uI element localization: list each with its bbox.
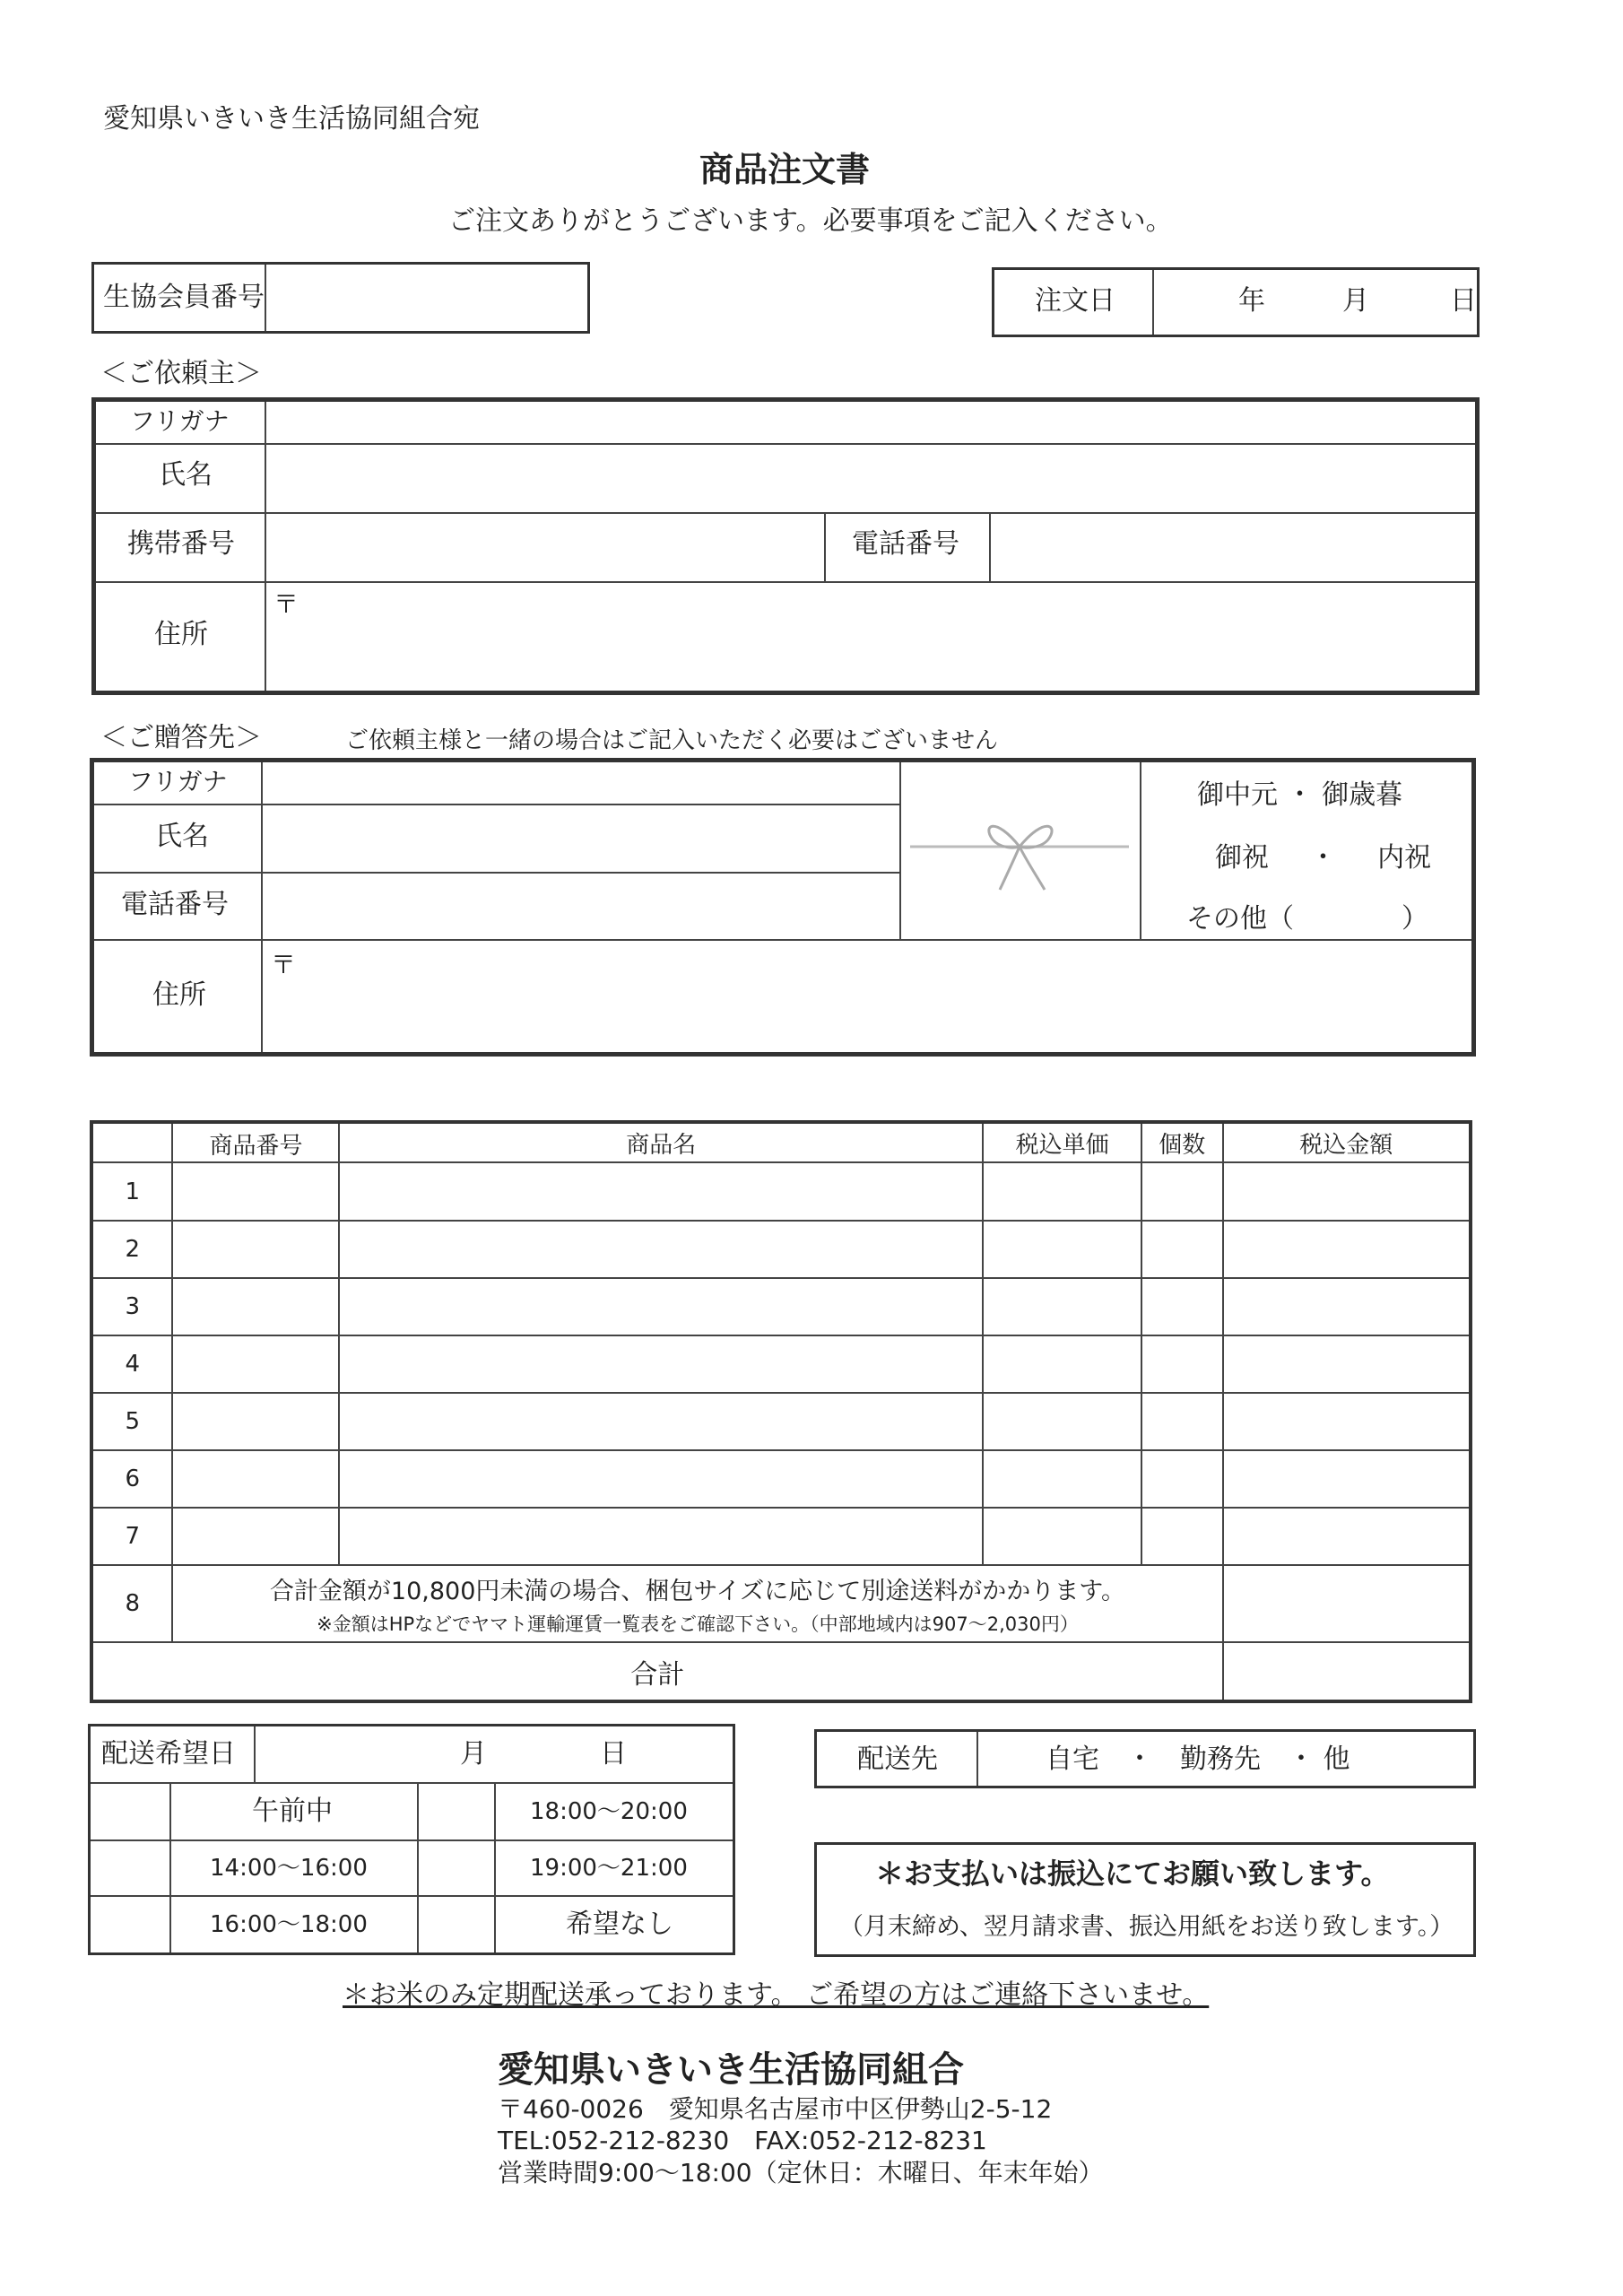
product-name-cell[interactable] — [339, 1335, 983, 1393]
company-hours: 営業時間9:00〜18:00（定休日：木曜日、年末年始） — [498, 2158, 1104, 2187]
recipient-note: ご依頼主様と一緒の場合はご記入いただく必要はございません — [345, 727, 999, 754]
recipient-phone-field[interactable] — [263, 874, 898, 939]
order-date-day: 日 — [1450, 285, 1477, 317]
amount-cell[interactable] — [1223, 1565, 1471, 1642]
total-amount-cell[interactable] — [1223, 1642, 1471, 1701]
requester-table — [91, 397, 1480, 695]
recipient-heading: ＜ご贈答先＞ — [100, 722, 262, 753]
requester-name-field[interactable] — [266, 445, 1475, 512]
slot-none-label: 希望なし — [566, 1909, 673, 1940]
total-row — [91, 1642, 1471, 1701]
amount-cell[interactable] — [1223, 1393, 1471, 1450]
recipient-postal-mark: 〒 — [271, 950, 297, 979]
slot-16-18-label: 16:00〜18:00 — [210, 1911, 368, 1938]
recipient-furigana-label: フリガナ — [128, 767, 228, 796]
recipient-furigana-field[interactable] — [263, 762, 898, 804]
slot-checkbox-am[interactable] — [91, 1784, 168, 1839]
requester-furigana-field[interactable] — [266, 402, 1475, 443]
amount-cell[interactable] — [1223, 1221, 1471, 1278]
company-tel-fax: TEL:052-212-8230 FAX:052-212-8231 — [498, 2126, 987, 2155]
slot-18-20-label: 18:00〜20:00 — [530, 1798, 688, 1825]
noshi-option-1[interactable]: 御中元 ・ 御歳暮 — [1197, 779, 1403, 811]
quantity-cell[interactable] — [1141, 1450, 1222, 1508]
product-no-cell[interactable] — [172, 1508, 339, 1565]
header-product-name: 商品名 — [339, 1122, 983, 1162]
recipient-address-field[interactable] — [263, 941, 1471, 1052]
slot-checkbox-14-16[interactable] — [91, 1841, 168, 1895]
payment-box — [814, 1842, 1476, 1957]
destination-options[interactable]: 自宅 ・ 勤務先 ・ 他 — [1046, 1744, 1350, 1775]
payment-main: ＊お支払いは振込にてお願い致します。 — [875, 1857, 1390, 1891]
table-row — [91, 1335, 1471, 1393]
product-no-cell[interactable] — [172, 1278, 339, 1335]
product-name-cell[interactable] — [339, 1393, 983, 1450]
amount-cell[interactable] — [1223, 1162, 1471, 1221]
row-number: 1 — [91, 1162, 172, 1221]
product-name-cell[interactable] — [339, 1278, 983, 1335]
recipient-name-field[interactable] — [263, 805, 898, 872]
product-name-cell[interactable] — [339, 1162, 983, 1221]
order-date-box — [992, 267, 1480, 337]
delivery-table — [88, 1724, 735, 1955]
recipient-table — [90, 758, 1476, 1057]
unit-price-cell[interactable] — [983, 1278, 1141, 1335]
quantity-cell[interactable] — [1141, 1393, 1222, 1450]
product-no-cell[interactable] — [172, 1450, 339, 1508]
product-no-cell[interactable] — [172, 1162, 339, 1221]
requester-postal-mark: 〒 — [273, 589, 299, 619]
recipient-phone-label: 電話番号 — [121, 889, 229, 920]
requester-address-field[interactable] — [266, 583, 1475, 691]
quantity-cell[interactable] — [1141, 1508, 1222, 1565]
product-no-cell[interactable] — [172, 1221, 339, 1278]
unit-price-cell[interactable] — [983, 1508, 1141, 1565]
addressee: 愛知県いきいき生活協同組合宛 — [103, 103, 480, 135]
table-row — [91, 1450, 1471, 1508]
shipping-subnote: ※金額はHPなどでヤマト運輸運賃一覧表をご確認下さい。（中部地域内は907〜2,030円） — [317, 1613, 1079, 1635]
member-number-field[interactable] — [268, 265, 587, 331]
delivery-day: 日 — [600, 1738, 627, 1770]
slot-checkbox-none[interactable] — [419, 1897, 494, 1952]
order-date-field[interactable] — [1156, 270, 1477, 335]
slot-am-label: 午前中 — [252, 1796, 333, 1827]
table-row — [91, 1162, 1471, 1221]
slot-14-16-label: 14:00〜16:00 — [210, 1855, 368, 1882]
items-table — [90, 1120, 1472, 1703]
product-no-cell[interactable] — [172, 1393, 339, 1450]
quantity-cell[interactable] — [1141, 1221, 1222, 1278]
destination-box — [814, 1729, 1476, 1788]
quantity-cell[interactable] — [1141, 1335, 1222, 1393]
amount-cell[interactable] — [1223, 1335, 1471, 1393]
row-number: 4 — [91, 1335, 172, 1393]
company-address: 〒460-0026 愛知県名古屋市中区伊勢山2-5-12 — [498, 2094, 1053, 2124]
destination-label: 配送先 — [857, 1744, 938, 1775]
amount-cell[interactable] — [1223, 1278, 1471, 1335]
order-date-month: 月 — [1342, 285, 1369, 317]
product-name-cell[interactable] — [339, 1450, 983, 1508]
slot-checkbox-19-21[interactable] — [419, 1841, 494, 1895]
noshi-ribbon-icon — [910, 807, 1129, 897]
header-unit-price: 税込単価 — [983, 1122, 1141, 1162]
table-row — [91, 1565, 1471, 1642]
payment-sub: （月末締め、翌月請求書、振込用紙をお送り致します。） — [839, 1913, 1454, 1941]
unit-price-cell[interactable] — [983, 1393, 1141, 1450]
slot-checkbox-16-18[interactable] — [91, 1897, 168, 1952]
page-title: 商品注文書 — [699, 150, 871, 189]
delivery-date-label: 配送希望日 — [101, 1738, 236, 1770]
row-number: 7 — [91, 1508, 172, 1565]
amount-cell[interactable] — [1223, 1508, 1471, 1565]
requester-mobile-label: 携帯番号 — [127, 528, 235, 560]
header-quantity: 個数 — [1141, 1122, 1222, 1162]
row-number: 2 — [91, 1221, 172, 1278]
quantity-cell[interactable] — [1141, 1162, 1222, 1221]
product-name-cell[interactable] — [339, 1221, 983, 1278]
requester-phone-field[interactable] — [991, 514, 1475, 581]
delivery-date-field[interactable] — [256, 1726, 733, 1782]
amount-cell[interactable] — [1223, 1450, 1471, 1508]
header-amount: 税込金額 — [1223, 1122, 1471, 1162]
unit-price-cell[interactable] — [983, 1162, 1141, 1221]
row-number: 5 — [91, 1393, 172, 1450]
header-product-no: 商品番号 — [172, 1122, 339, 1162]
quantity-cell[interactable] — [1141, 1278, 1222, 1335]
requester-furigana-label: フリガナ — [130, 406, 230, 436]
shipping-note-cell — [172, 1565, 1222, 1642]
slot-19-21-label: 19:00〜21:00 — [530, 1855, 688, 1882]
noshi-option-2[interactable]: 御祝 ・ 内祝 — [1215, 842, 1432, 874]
subtitle: ご注文ありがとうございます。必要事項をご記入ください。 — [448, 205, 1173, 237]
product-name-cell[interactable] — [339, 1508, 983, 1565]
items-header-row — [91, 1122, 1471, 1162]
table-row — [91, 1221, 1471, 1278]
company-name: 愛知県いきいき生活協同組合 — [498, 2049, 964, 2091]
delivery-month: 月 — [460, 1738, 487, 1770]
product-no-cell[interactable] — [172, 1335, 339, 1393]
rice-note: ＊お米のみ定期配送承っております。 ご希望の方はご連絡下さいませ。 — [343, 1979, 1210, 2011]
row-number: 3 — [91, 1278, 172, 1335]
shipping-note: 合計金額が10,800円未満の場合、梱包サイズに応じて別途送料がかかります。 — [269, 1577, 1126, 1605]
table-row — [91, 1393, 1471, 1450]
recipient-name-label: 氏名 — [155, 821, 209, 852]
table-row — [91, 1508, 1471, 1565]
member-number-label: 生協会員番号 — [103, 282, 265, 313]
row-number: 8 — [91, 1565, 172, 1642]
recipient-address-label: 住所 — [152, 979, 206, 1011]
row-number: 6 — [91, 1450, 172, 1508]
requester-phone-label: 電話番号 — [852, 528, 959, 560]
slot-checkbox-18-20[interactable] — [419, 1784, 494, 1839]
unit-price-cell[interactable] — [983, 1221, 1141, 1278]
total-label: 合計 — [91, 1642, 1223, 1701]
table-row — [91, 1278, 1471, 1335]
unit-price-cell[interactable] — [983, 1450, 1141, 1508]
member-number-box — [91, 262, 590, 334]
requester-heading: ＜ご依頼主＞ — [100, 358, 262, 389]
noshi-option-3[interactable]: その他（ ） — [1186, 903, 1428, 935]
order-date-year: 年 — [1238, 285, 1265, 317]
requester-name-label: 氏名 — [159, 459, 213, 491]
order-date-label: 注文日 — [1035, 285, 1115, 317]
requester-mobile-field[interactable] — [266, 514, 822, 581]
requester-address-label: 住所 — [154, 619, 208, 650]
unit-price-cell[interactable] — [983, 1335, 1141, 1393]
